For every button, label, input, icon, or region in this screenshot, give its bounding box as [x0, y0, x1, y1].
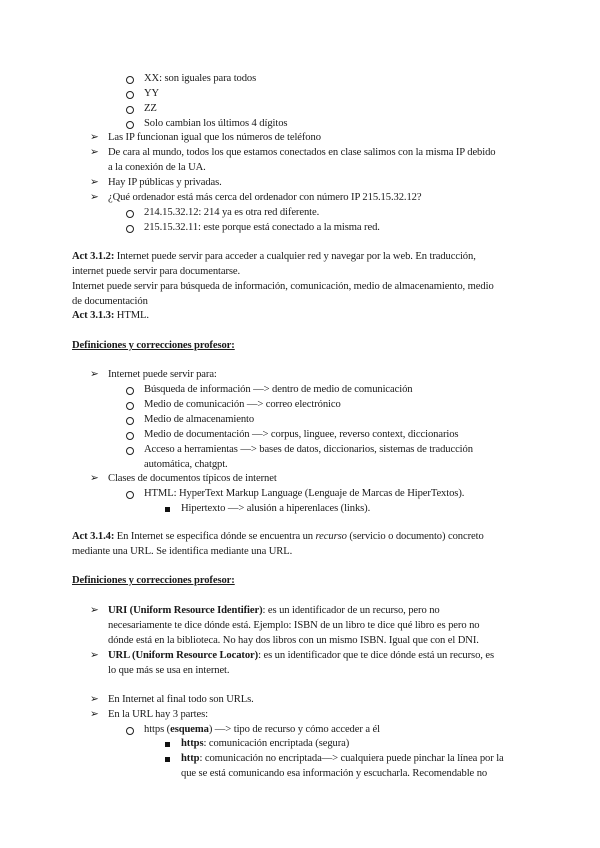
act-text: (servicio o documento) concreto	[346, 531, 484, 542]
bullet-circle-icon	[126, 491, 134, 499]
bullet-circle-icon	[126, 91, 134, 99]
bullet-circle-icon	[126, 402, 134, 410]
list-item: Medio de almacenamiento	[144, 414, 255, 425]
list-item: ZZ	[144, 103, 157, 114]
act-3-1-3-paragraph	[72, 308, 149, 323]
list-item: 215.15.32.11: este porque está conectado a la misma red.	[144, 222, 380, 233]
paragraph-line: Internet puede servir para búsqueda de información, comunicación, medio de almacenamiento, medio	[72, 281, 494, 292]
text: : comunicación no encriptada—> cualquiera puede pinchar la línea por la	[199, 753, 504, 764]
http-term: http	[181, 753, 200, 764]
bullet-square-icon	[165, 742, 170, 747]
url-definition	[108, 648, 494, 663]
list-item: XX: son iguales para todos	[144, 73, 257, 84]
list-item	[181, 736, 349, 751]
list-item: Internet puede servir para:	[108, 369, 217, 380]
list-item: En la URL hay 3 partes:	[108, 709, 208, 720]
arrow-bullet-icon: ➢	[90, 473, 99, 484]
arrow-bullet-icon: ➢	[90, 694, 99, 705]
list-item: YY	[144, 88, 160, 99]
text: : comunicación encriptada (segura)	[203, 738, 350, 749]
url-term: URL (Uniform Resource Locator)	[108, 650, 259, 661]
list-item: Hipertexto —> alusión a hiperenlaces (links).	[181, 503, 371, 514]
list-item: Clases de documentos típicos de internet	[108, 473, 277, 484]
list-item: En Internet al final todo son URLs.	[108, 694, 254, 705]
list-item: HTML: HyperText Markup Language (Lenguaje de Marcas de HiperTextos).	[144, 488, 465, 499]
list-item: 214.15.32.12: 214 ya es otra red diferente.	[144, 207, 320, 218]
bullet-square-icon	[165, 507, 170, 512]
act-3-1-2-paragraph	[72, 249, 476, 264]
section-heading: Definiciones y correcciones profesor:	[72, 340, 235, 351]
act-3-1-4-paragraph	[72, 529, 484, 544]
arrow-bullet-icon: ➢	[90, 192, 99, 203]
url-text: : es un identificador que te dice dónde está un recurso, es	[258, 650, 494, 661]
text: ) —> tipo de recurso y cómo acceder a él	[208, 724, 380, 735]
arrow-bullet-icon: ➢	[90, 132, 99, 143]
bullet-circle-icon	[126, 417, 134, 425]
uri-term: URI (Uniform Resource Identifier)	[108, 605, 263, 616]
bullet-square-icon	[165, 757, 170, 762]
act-text: HTML.	[114, 310, 149, 321]
bullet-circle-icon	[126, 387, 134, 395]
arrow-bullet-icon: ➢	[90, 650, 99, 661]
list-item-continuation: automática, chatgpt.	[144, 459, 228, 470]
paragraph-line: necesariamente te dice dónde está. Ejemplo: ISBN de un libro te dice qué libro es pero no	[108, 620, 480, 631]
paragraph-line: internet puede servir para documentarse.	[72, 266, 241, 277]
list-item: Hay IP públicas y privadas.	[108, 177, 222, 188]
text: https (	[144, 724, 171, 735]
arrow-bullet-icon: ➢	[90, 709, 99, 720]
paragraph-line: mediante una URL. Se identifica mediante una URL.	[72, 546, 293, 557]
list-item-continuation: a la conexión de la UA.	[108, 162, 206, 173]
bullet-circle-icon	[126, 121, 134, 129]
act-label: Act 3.1.2:	[72, 251, 115, 262]
uri-definition	[108, 603, 440, 618]
list-item	[181, 751, 504, 766]
uri-text: : es un identificador de un recurso, pero no	[262, 605, 440, 616]
arrow-bullet-icon: ➢	[90, 605, 99, 616]
act-text: Internet puede servir para acceder a cualquier red y navegar por la web. En traducción,	[114, 251, 476, 262]
list-item: Las IP funcionan igual que los números de teléfono	[108, 132, 321, 143]
bullet-circle-icon	[126, 225, 134, 233]
list-item: Medio de documentación —> corpus, linguee, reverso context, diccionarios	[144, 429, 459, 440]
bullet-circle-icon	[126, 210, 134, 218]
list-item: De cara al mundo, todos los que estamos conectados en clase salimos con la misma IP debido	[108, 147, 496, 158]
paragraph-line: dónde está en la biblioteca. No hay dos libros con un mismo ISBN. Igual que con el DNI.	[108, 635, 479, 646]
arrow-bullet-icon: ➢	[90, 369, 99, 380]
https-term: https	[181, 738, 204, 749]
list-item: Solo cambian los últimos 4 dígitos	[144, 118, 288, 129]
paragraph-line: de documentación	[72, 296, 148, 307]
bullet-circle-icon	[126, 76, 134, 84]
act-text: En Internet se especifica dónde se encuentra un	[114, 531, 316, 542]
list-item: Búsqueda de información —> dentro de medio de comunicación	[144, 384, 413, 395]
act-label: Act 3.1.3:	[72, 310, 115, 321]
paragraph-line: lo que más se usa en internet.	[108, 665, 230, 676]
bullet-circle-icon	[126, 106, 134, 114]
bullet-circle-icon	[126, 727, 134, 735]
arrow-bullet-icon: ➢	[90, 177, 99, 188]
list-item: Acceso a herramientas —> bases de datos, diccionarios, sistemas de traducción	[144, 444, 473, 455]
act-label: Act 3.1.4:	[72, 531, 115, 542]
bullet-circle-icon	[126, 447, 134, 455]
list-item-continuation: que se está comunicando esa información y escucharla. Recomendable no	[181, 768, 488, 779]
bullet-circle-icon	[126, 432, 134, 440]
list-item: Medio de comunicación —> correo electrónico	[144, 399, 341, 410]
act-text-italic: recurso	[315, 531, 347, 542]
list-item: ¿Qué ordenador está más cerca del ordenador con número IP 215.15.32.12?	[108, 192, 422, 203]
arrow-bullet-icon: ➢	[90, 147, 99, 158]
section-heading: Definiciones y correcciones profesor:	[72, 575, 235, 586]
scheme-term: esquema	[170, 724, 209, 735]
list-item	[144, 722, 380, 737]
